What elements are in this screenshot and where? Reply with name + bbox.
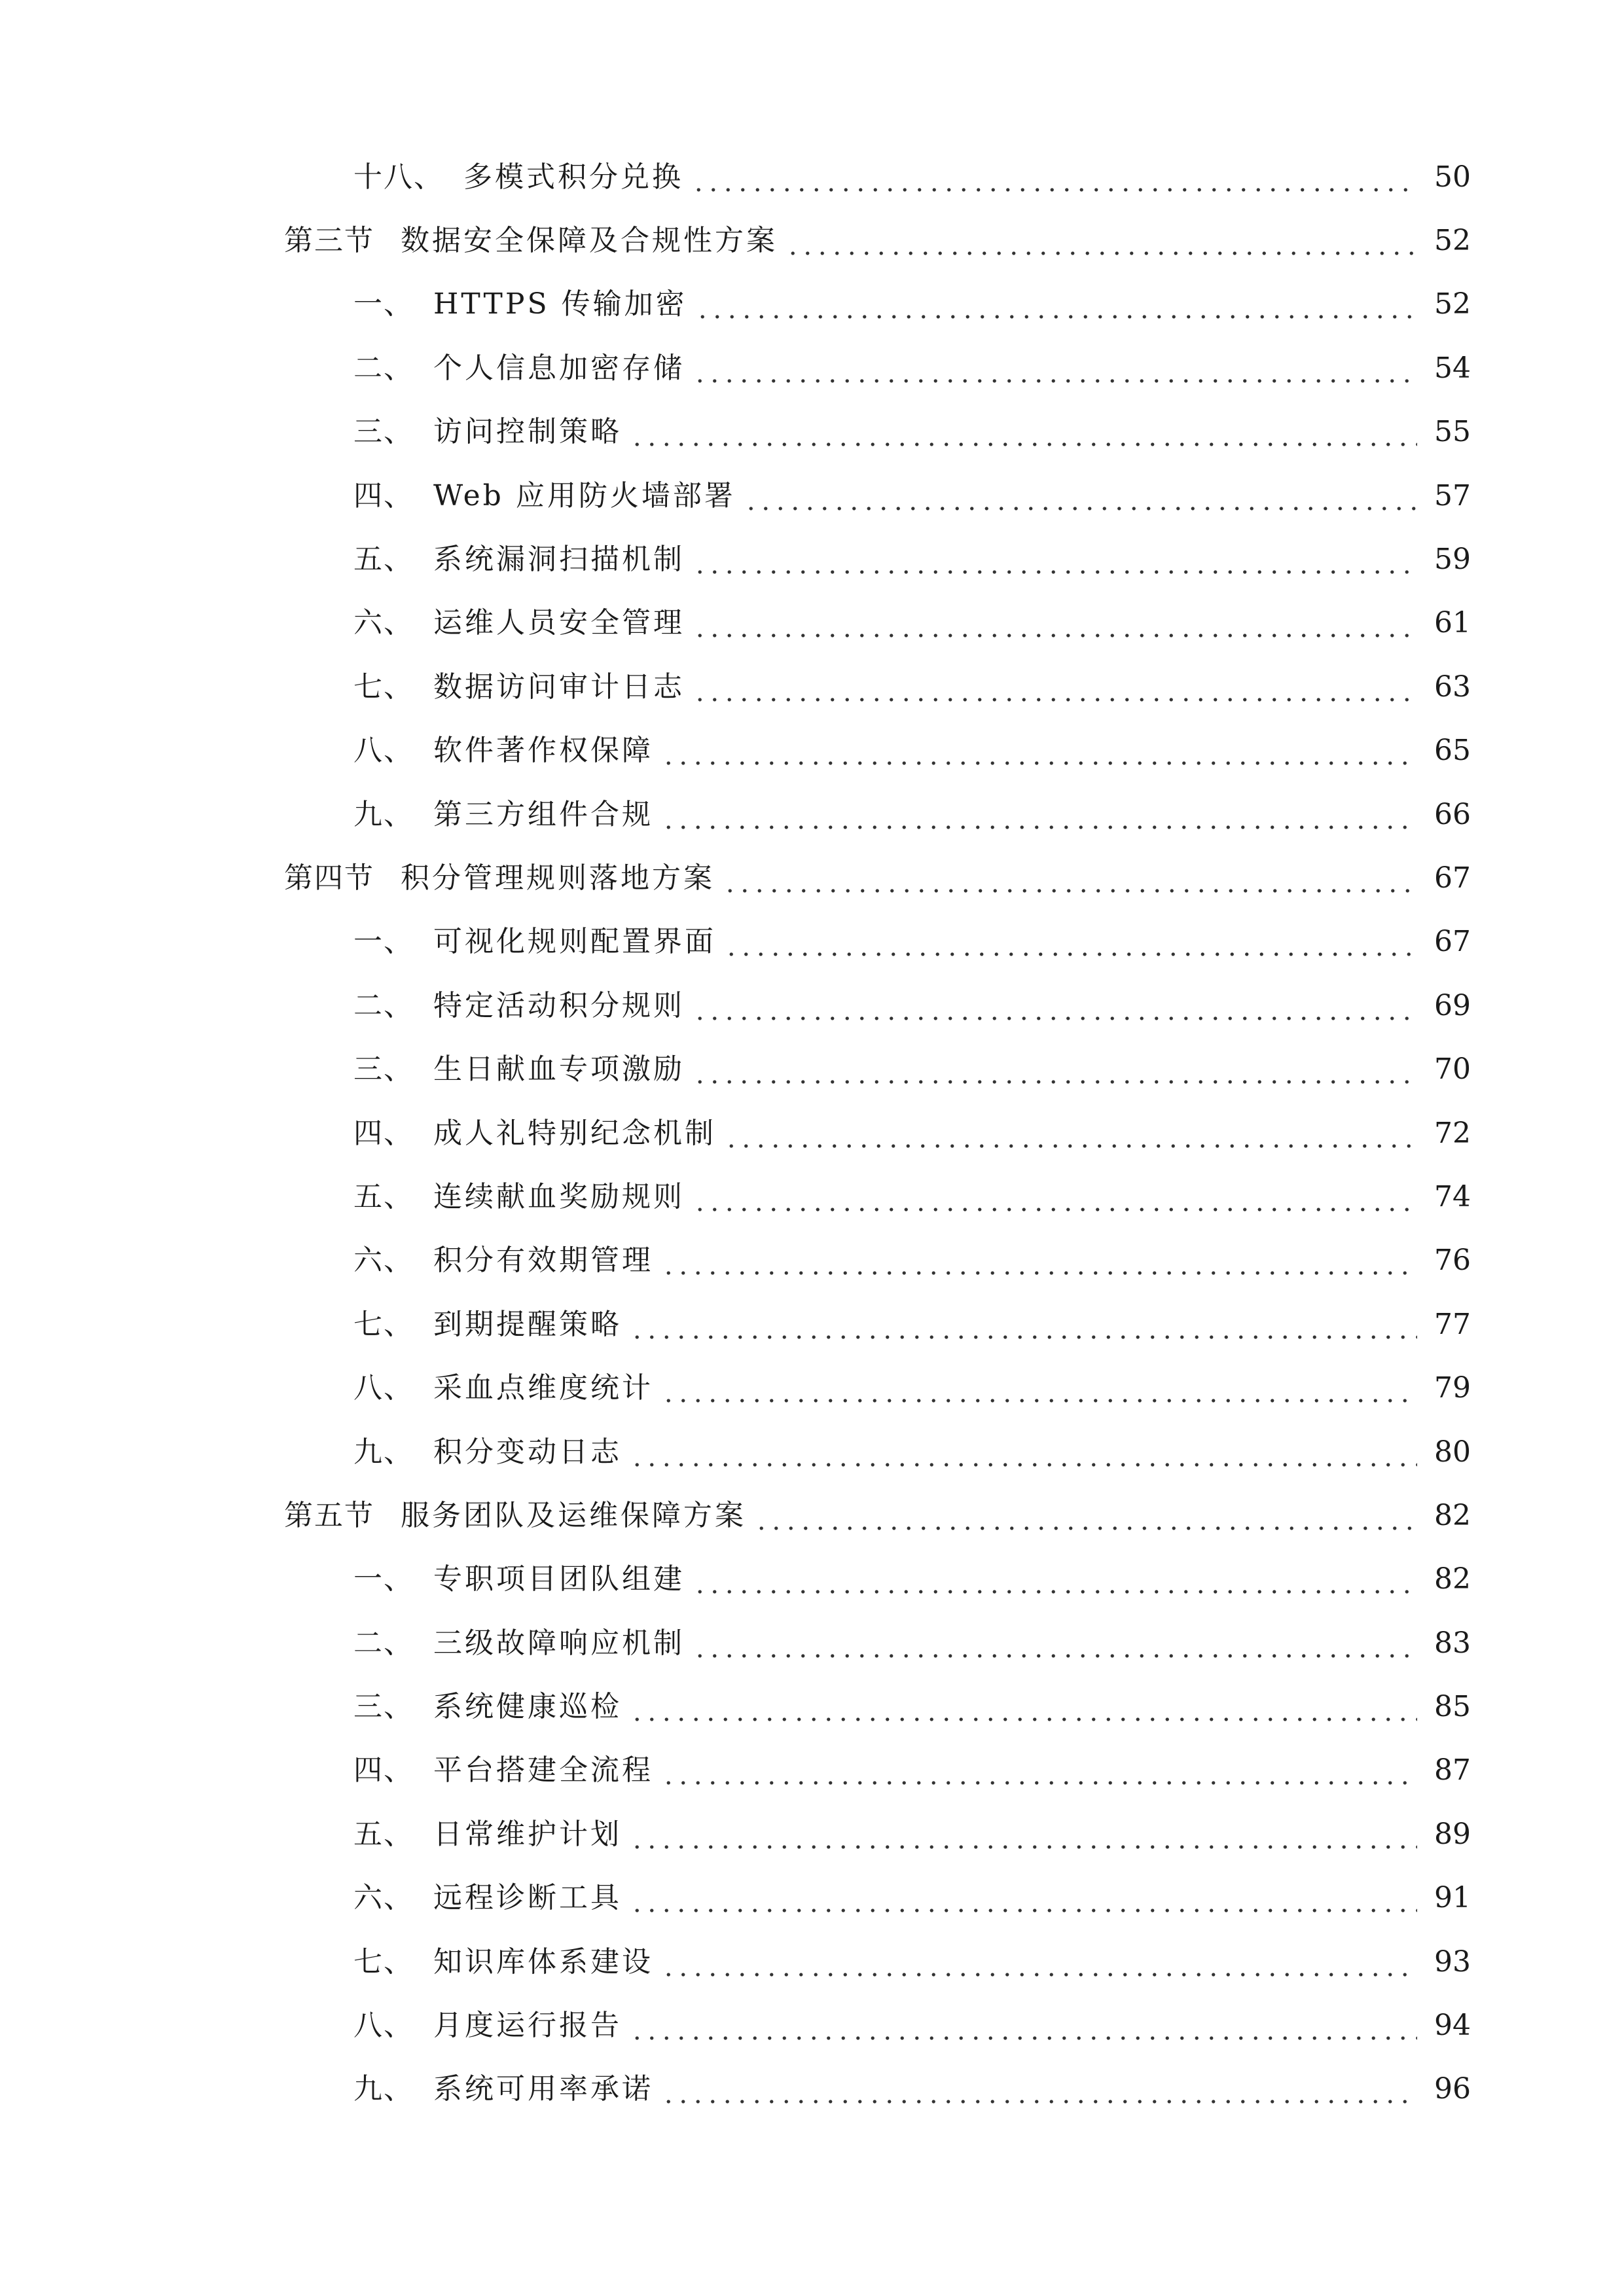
toc-entry-number: 八、 [353,734,414,768]
toc-dot-leader [630,1820,1417,1849]
toc-page-number: 57 [1434,478,1471,512]
toc-entry-number: 三、 [353,415,414,449]
toc-entry-title: 多模式积分兑换 [463,160,683,194]
toc-entry-number: 第五节 [284,1498,374,1532]
toc-subsection-entry[interactable] [0,1293,1624,1356]
toc-subsection-entry[interactable] [0,1930,1624,1994]
toc-dot-leader [693,545,1417,574]
toc-dot-leader [724,927,1417,956]
toc-page-number: 91 [1434,1881,1471,1915]
toc-subsection-entry[interactable] [0,592,1624,655]
toc-entry-title: 系统漏洞扫描机制 [433,543,685,577]
toc-entry-number: 三、 [353,1052,414,1086]
toc-dot-leader [661,1948,1417,1977]
toc-subsection-entry[interactable] [0,464,1624,528]
toc-page-number: 79 [1434,1371,1471,1405]
toc-entry-title: 服务团队及运维保障方案 [401,1498,746,1532]
toc-subsection-entry[interactable] [0,1994,1624,2057]
toc-entry-number: 二、 [353,351,414,385]
toc-dot-leader [661,2075,1417,2104]
toc-entry-number: 一、 [353,1562,414,1596]
toc-dot-leader [754,1501,1417,1530]
toc-page-number: 77 [1434,1307,1471,1341]
toc-dot-leader [693,1629,1417,1658]
toc-subsection-entry[interactable] [0,273,1624,336]
toc-page-number: 83 [1434,1626,1471,1660]
toc-page-number: 87 [1434,1753,1471,1787]
toc-subsection-entry[interactable] [0,910,1624,974]
toc-page-number: 89 [1434,1817,1471,1851]
toc-entry-title: 系统健康巡检 [433,1690,622,1724]
toc-page-number: 80 [1434,1435,1471,1469]
toc-dot-leader [661,800,1417,829]
toc-entry-number: 第四节 [284,861,374,895]
toc-entry-title: 运维人员安全管理 [433,606,685,640]
toc-page-number: 52 [1434,287,1471,321]
toc-page-number: 93 [1434,1945,1471,1979]
toc-dot-leader [630,1884,1417,1912]
toc-subsection-entry[interactable] [0,719,1624,783]
toc-page-number: 65 [1434,734,1471,768]
toc-entry-number: 九、 [353,2072,414,2106]
toc-entry-number: 一、 [353,925,414,959]
toc-section-entry[interactable] [0,209,1624,272]
toc-dot-leader [693,673,1417,702]
toc-entry-number: 七、 [353,670,414,704]
toc-entry-title: 特定活动积分规则 [433,988,685,1022]
toc-dot-leader [661,1246,1417,1275]
toc-subsection-entry[interactable] [0,1675,1624,1738]
toc-dot-leader [693,1565,1417,1594]
toc-entry-number: 五、 [353,1179,414,1213]
toc-entry-title: Web 应用防火墙部署 [433,478,736,512]
toc-entry-title: 月度运行报告 [433,2009,622,2043]
toc-entry-title: 日常维护计划 [433,1817,622,1851]
toc-entry-number: 四、 [353,1116,414,1150]
toc-page-number: 59 [1434,543,1471,577]
toc-entry-number: 四、 [353,1753,414,1787]
toc-entry-number: 六、 [353,606,414,640]
toc-entry-number: 三、 [353,1690,414,1724]
toc-entry-number: 九、 [353,797,414,831]
toc-dot-leader [744,482,1417,511]
toc-subsection-entry[interactable] [0,783,1624,846]
toc-dot-leader [724,1119,1417,1148]
toc-subsection-entry[interactable] [0,1867,1624,1930]
toc-page-number: 82 [1434,1562,1471,1596]
toc-page-number: 67 [1434,925,1471,959]
toc-entry-title: 到期提醒策略 [433,1307,622,1341]
toc-page-number: 70 [1434,1052,1471,1086]
toc-entry-number: 第三节 [284,224,374,258]
toc-dot-leader [630,1310,1417,1339]
toc-subsection-entry[interactable] [0,655,1624,719]
toc-page-number: 72 [1434,1116,1471,1150]
toc-entry-number: 二、 [353,1626,414,1660]
toc-entry-title: 可视化规则配置界面 [433,925,716,959]
toc-entry-number: 二、 [353,988,414,1022]
toc-dot-leader [630,1438,1417,1467]
toc-entry-title: 第三方组件合规 [433,797,653,831]
toc-entry-number: 一、 [353,287,414,321]
toc-subsection-entry[interactable] [0,2058,1624,2121]
toc-dot-leader [630,418,1417,446]
table-of-contents [0,145,1624,2121]
toc-entry-number: 五、 [353,1817,414,1851]
toc-section-entry[interactable] [0,1484,1624,1547]
toc-page-number: 63 [1434,670,1471,704]
toc-entry-number: 九、 [353,1435,414,1469]
toc-subsection-entry[interactable] [0,1803,1624,1866]
toc-dot-leader [661,1756,1417,1785]
toc-subsection-entry[interactable] [0,1229,1624,1293]
toc-entry-number: 六、 [353,1881,414,1915]
toc-page-number: 67 [1434,861,1471,895]
toc-entry-title: 访问控制策略 [433,415,622,449]
toc-entry-title: 专职项目团队组建 [433,1562,685,1596]
toc-entry-title: 三级故障响应机制 [433,1626,685,1660]
toc-dot-leader [785,226,1417,255]
toc-entry-title: 个人信息加密存储 [433,351,685,385]
toc-entry-title: 积分管理规则落地方案 [401,861,715,895]
toc-dot-leader [693,1183,1417,1211]
toc-entry-title: 数据安全保障及合规性方案 [401,224,778,258]
toc-page-number: 52 [1434,224,1471,258]
toc-dot-leader [691,163,1417,192]
toc-subsection-entry[interactable] [0,401,1624,464]
toc-entry-title: 连续献血奖励规则 [433,1179,685,1213]
toc-page-number: 74 [1434,1179,1471,1213]
toc-subsection-entry[interactable] [0,1739,1624,1803]
toc-subsection-entry[interactable] [0,528,1624,591]
toc-page-number: 94 [1434,2009,1471,2043]
toc-entry-title: 平台搭建全流程 [433,1753,653,1787]
toc-page-number: 55 [1434,415,1471,449]
toc-dot-leader [693,992,1417,1020]
toc-entry-number: 七、 [353,1945,414,1979]
toc-entry-title: 远程诊断工具 [433,1881,622,1915]
toc-page-number: 82 [1434,1498,1471,1532]
toc-subsection-entry[interactable] [0,1548,1624,1611]
toc-dot-leader [630,1693,1417,1721]
toc-page-number: 69 [1434,988,1471,1022]
toc-entry-number: 四、 [353,478,414,512]
toc-entry-number: 六、 [353,1244,414,1278]
toc-dot-leader [693,1055,1417,1084]
toc-dot-leader [723,864,1417,893]
toc-page-number: 50 [1434,160,1471,194]
toc-page-number: 85 [1434,1690,1471,1724]
toc-page-number: 61 [1434,606,1471,640]
toc-entry-title: 知识库体系建设 [433,1945,653,1979]
toc-subsection-entry[interactable] [0,1420,1624,1484]
toc-entry-title: 积分有效期管理 [433,1244,653,1278]
toc-entry-number: 五、 [353,543,414,577]
toc-entry-title: 生日献血专项激励 [433,1052,685,1086]
toc-subsection-entry[interactable] [0,1102,1624,1165]
toc-subsection-entry[interactable] [0,145,1624,209]
toc-subsection-entry[interactable] [0,1356,1624,1420]
toc-page-number: 54 [1434,351,1471,385]
toc-entry-number: 八、 [353,1371,414,1405]
toc-page-number: 96 [1434,2072,1471,2106]
toc-dot-leader [661,1374,1417,1403]
toc-dot-leader [661,736,1417,765]
toc-entry-title: 成人礼特别纪念机制 [433,1116,716,1150]
toc-entry-title: HTTPS 传输加密 [433,287,687,321]
toc-subsection-entry[interactable] [0,1165,1624,1229]
toc-subsection-entry[interactable] [0,1611,1624,1675]
toc-entry-title: 软件著作权保障 [433,734,653,768]
toc-dot-leader [695,290,1417,319]
toc-section-entry[interactable] [0,846,1624,910]
toc-subsection-entry[interactable] [0,1037,1624,1101]
toc-dot-leader [693,609,1417,637]
toc-entry-title: 系统可用率承诺 [433,2072,653,2106]
toc-subsection-entry[interactable] [0,974,1624,1037]
toc-entry-title: 积分变动日志 [433,1435,622,1469]
toc-entry-number: 八、 [353,2009,414,2043]
toc-entry-title: 采血点维度统计 [433,1371,653,1405]
toc-dot-leader [693,354,1417,383]
toc-dot-leader [630,2011,1417,2040]
toc-subsection-entry[interactable] [0,336,1624,400]
toc-page-number: 66 [1434,797,1471,831]
toc-entry-title: 数据访问审计日志 [433,670,685,704]
toc-entry-number: 七、 [353,1307,414,1341]
toc-page-number: 76 [1434,1244,1471,1278]
toc-entry-number: 十八、 [353,160,444,194]
